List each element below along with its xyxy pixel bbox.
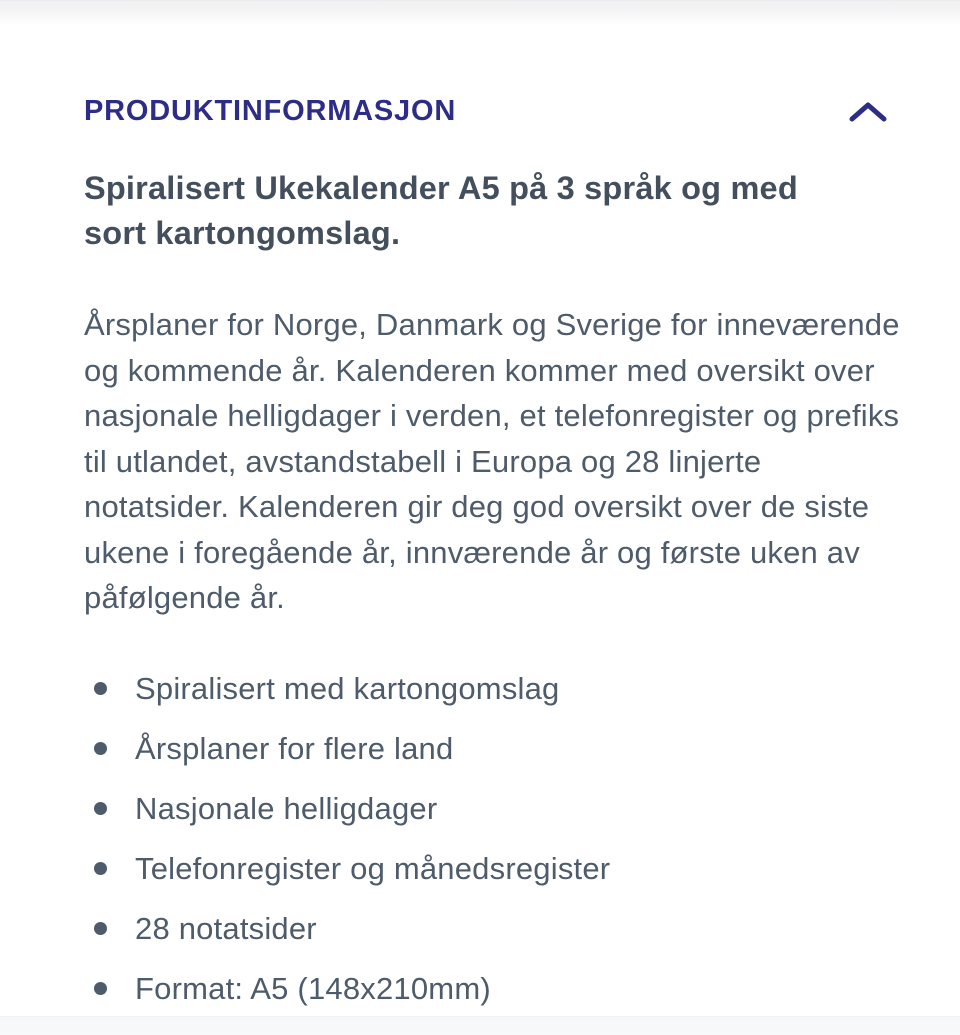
feature-item <box>84 846 900 891</box>
feature-item <box>84 906 900 951</box>
accordion-header-produktinformasjon[interactable] <box>84 95 900 128</box>
feature-label: Telefonregister og månedsregister <box>135 850 611 886</box>
bullet-dot <box>94 742 107 755</box>
bullet-dot <box>94 862 107 875</box>
feature-label: 28 notatsider <box>135 910 317 946</box>
feature-label: Årsplaner for flere land <box>135 730 454 766</box>
product-description: Årsplaner for Norge, Danmark og Sverige for inneværende og kommende år. Kalenderen kommer med oversikt over nasjonale helligdager i verden, et telefonregister og prefiks til utlandet, avstandstabell i Europa og 28 linjerte notatsider. Kalenderen gir deg god oversikt over de siste ukene i foregående år, innværende år og første uken av påfølgende år. <box>84 307 900 615</box>
bullet-dot <box>94 922 107 935</box>
section-title: PRODUKTINFORMASJON <box>84 95 457 127</box>
feature-item <box>84 666 900 711</box>
features-list <box>84 666 900 1011</box>
feature-item <box>84 786 900 831</box>
bullet-dot <box>94 802 107 815</box>
next-section-edge <box>0 1016 960 1035</box>
feature-item <box>84 726 900 771</box>
feature-item <box>84 966 900 1011</box>
bullet-dot <box>94 982 107 995</box>
feature-label: Nasjonale helligdager <box>135 790 438 826</box>
product-subtitle: Spiralisert Ukekalender A5 på 3 språk og med sort kartongomslag. <box>84 170 798 251</box>
chevron-up-icon[interactable] <box>848 100 888 124</box>
bullet-dot <box>94 682 107 695</box>
feature-label: Spiralisert med kartongomslag <box>135 670 560 706</box>
feature-label: Format: A5 (148x210mm) <box>135 970 491 1006</box>
